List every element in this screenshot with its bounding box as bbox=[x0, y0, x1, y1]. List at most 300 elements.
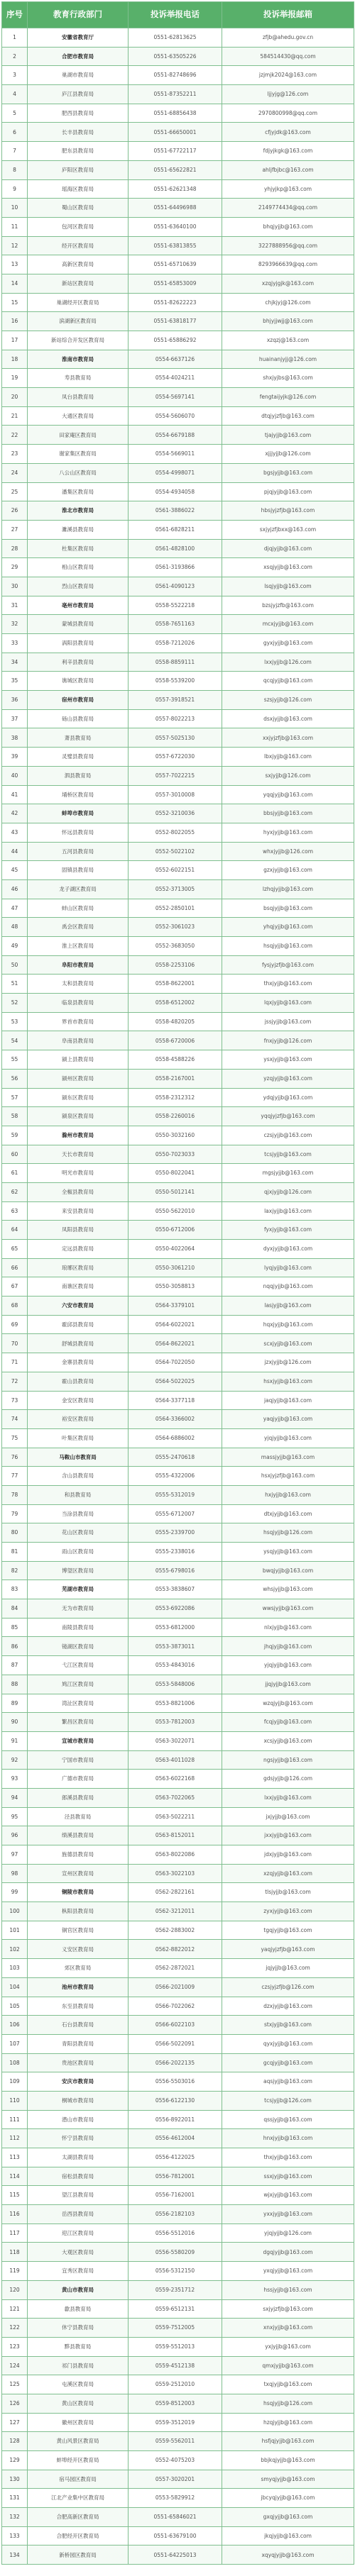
cell-email: hsqjyjjb@163.com bbox=[222, 937, 354, 956]
cell-email: bsqjyjjb@163.com bbox=[222, 899, 354, 918]
cell-department: 凤阳县教育局 bbox=[28, 1221, 129, 1240]
table-row bbox=[2, 1731, 354, 1750]
cell-email: ssxjyjjb@163.com bbox=[222, 2167, 354, 2186]
table-row bbox=[2, 28, 354, 48]
cell-department: 黄山市教育局 bbox=[28, 2280, 129, 2299]
cell-serial-number: 62 bbox=[2, 1182, 28, 1201]
cell-serial-number: 77 bbox=[2, 1467, 28, 1486]
cell-serial-number: 78 bbox=[2, 1485, 28, 1504]
cell-department: 亳州市教育局 bbox=[28, 596, 129, 615]
cell-serial-number: 33 bbox=[2, 634, 28, 653]
table-row bbox=[2, 955, 354, 975]
cell-serial-number: 23 bbox=[2, 445, 28, 464]
cell-department: 泾县教育局 bbox=[28, 1807, 129, 1826]
table-row bbox=[2, 1675, 354, 1694]
cell-serial-number: 50 bbox=[2, 955, 28, 975]
cell-serial-number: 130 bbox=[2, 2470, 28, 2489]
cell-department: 黄山区教育局 bbox=[28, 2394, 129, 2413]
cell-department: 灵璧县教育局 bbox=[28, 748, 129, 767]
cell-phone: 0554-5606070 bbox=[129, 406, 222, 426]
cell-phone: 0557-3010008 bbox=[129, 785, 222, 804]
cell-email: xnxjyjjb@163.com bbox=[222, 2319, 354, 2338]
cell-department: 迎江区教育局 bbox=[28, 2224, 129, 2243]
cell-email: xxjyjzfjb@163.com bbox=[222, 728, 354, 748]
cell-phone: 0558-4588226 bbox=[129, 1050, 222, 1070]
table-row bbox=[2, 634, 354, 653]
cell-department: 黟县教育局 bbox=[28, 2337, 129, 2356]
cell-serial-number: 29 bbox=[2, 558, 28, 577]
cell-email: 584514430@qq.com bbox=[222, 47, 354, 66]
cell-email: chjkjyj@126.com bbox=[222, 293, 354, 312]
cell-email: gyxjyjjb@163.com bbox=[222, 634, 354, 653]
cell-email: hqxjyjjb@163.com bbox=[222, 1315, 354, 1334]
cell-email: jzjmjk2024@163.com bbox=[222, 66, 354, 85]
cell-department: 烈山区教育局 bbox=[28, 577, 129, 596]
table-row bbox=[2, 1428, 354, 1448]
cell-serial-number: 2 bbox=[2, 47, 28, 66]
cell-email: jhqjyjjb@163.com bbox=[222, 1637, 354, 1656]
cell-department: 新站区教育局 bbox=[28, 274, 129, 293]
table-row bbox=[2, 293, 354, 312]
cell-phone: 0563-6022168 bbox=[129, 1770, 222, 1789]
cell-department: 泗县教育局 bbox=[28, 766, 129, 785]
cell-department: 石台县教育局 bbox=[28, 2016, 129, 2035]
cell-email: 8293966639@qq.com bbox=[222, 255, 354, 274]
table-row bbox=[2, 520, 354, 539]
cell-serial-number: 59 bbox=[2, 1126, 28, 1145]
table-row bbox=[2, 123, 354, 142]
cell-email: lsqjyjjb@163.com bbox=[222, 577, 354, 596]
cell-email: bhjyjjwjj@163.com bbox=[222, 312, 354, 331]
cell-department: 大观区教育局 bbox=[28, 2243, 129, 2262]
cell-serial-number: 87 bbox=[2, 1656, 28, 1675]
cell-serial-number: 13 bbox=[2, 255, 28, 274]
cell-serial-number: 121 bbox=[2, 2299, 28, 2319]
header-email: 投诉举报邮箱 bbox=[222, 2, 354, 28]
cell-serial-number: 73 bbox=[2, 1391, 28, 1410]
cell-department: 岳西县教育局 bbox=[28, 2205, 129, 2224]
cell-email: yjqjyjjb@163.com bbox=[222, 1428, 354, 1448]
cell-serial-number: 55 bbox=[2, 1050, 28, 1070]
cell-phone: 0558-5522218 bbox=[129, 596, 222, 615]
cell-email: massjyjjb@163.com bbox=[222, 1448, 354, 1467]
cell-phone: 0559-7512005 bbox=[129, 2319, 222, 2338]
cell-phone: 0557-8022213 bbox=[129, 709, 222, 728]
cell-department: 新站综合开发区教育局 bbox=[28, 331, 129, 350]
cell-serial-number: 48 bbox=[2, 918, 28, 937]
cell-department: 怀远县教育局 bbox=[28, 823, 129, 842]
cell-email: xsqjyjjb@163.com bbox=[222, 558, 354, 577]
table-row bbox=[2, 2110, 354, 2129]
cell-email: hnxjyjjb@163.com bbox=[222, 2129, 354, 2148]
table-row bbox=[2, 2356, 354, 2375]
cell-department: 田家庵区教育局 bbox=[28, 426, 129, 445]
table-row bbox=[2, 2432, 354, 2451]
cell-serial-number: 122 bbox=[2, 2319, 28, 2338]
table-row bbox=[2, 1977, 354, 1997]
cell-email: ahljfbjbc@163.com bbox=[222, 160, 354, 179]
cell-email: sxjyjzfjb@163.com bbox=[222, 2299, 354, 2319]
cell-phone: 0558-2312312 bbox=[129, 1088, 222, 1107]
cell-department: 安庆市教育局 bbox=[28, 2072, 129, 2092]
cell-email: yjqjyjjb@163.com bbox=[222, 1656, 354, 1675]
cell-phone: 0550-3058813 bbox=[129, 1277, 222, 1297]
table-row bbox=[2, 1410, 354, 1429]
cell-department: 繁昌区教育局 bbox=[28, 1713, 129, 1732]
table-header-row bbox=[2, 2, 354, 28]
cell-serial-number: 42 bbox=[2, 804, 28, 823]
cell-email: tcsjyjjb@126.com bbox=[222, 2091, 354, 2110]
cell-phone: 0551-82748696 bbox=[129, 66, 222, 85]
cell-department: 当涂县教育局 bbox=[28, 1504, 129, 1523]
cell-serial-number: 49 bbox=[2, 937, 28, 956]
cell-phone: 0554-4934058 bbox=[129, 482, 222, 501]
table-row bbox=[2, 1637, 354, 1656]
cell-email: fengtaijyjk@126.com bbox=[222, 388, 354, 407]
cell-phone: 0551-66650001 bbox=[129, 123, 222, 142]
cell-phone: 0556-6122130 bbox=[129, 2091, 222, 2110]
cell-department: 叶集区教育局 bbox=[28, 1428, 129, 1448]
cell-department: 望江县教育局 bbox=[28, 2186, 129, 2205]
cell-serial-number: 125 bbox=[2, 2375, 28, 2394]
cell-phone: 0561-3193866 bbox=[129, 558, 222, 577]
cell-serial-number: 7 bbox=[2, 142, 28, 161]
cell-email: dzxjyjjb@163.com bbox=[222, 1997, 354, 2016]
cell-serial-number: 24 bbox=[2, 463, 28, 482]
cell-email: gdsjyjjb@126.com bbox=[222, 1770, 354, 1789]
table-row bbox=[2, 2262, 354, 2281]
table-row bbox=[2, 1883, 354, 1902]
table-row bbox=[2, 879, 354, 899]
cell-email: yzqjyjjb@163.com bbox=[222, 1069, 354, 1088]
cell-serial-number: 70 bbox=[2, 1334, 28, 1353]
cell-serial-number: 63 bbox=[2, 1201, 28, 1221]
cell-department: 谢家集区教育局 bbox=[28, 445, 129, 464]
cell-email: dtqjyjzfjb@163.com bbox=[222, 406, 354, 426]
cell-phone: 0566-2022135 bbox=[129, 2053, 222, 2072]
table-row bbox=[2, 2072, 354, 2092]
cell-department: 寿县教育局 bbox=[28, 369, 129, 388]
cell-phone: 0562-2872021 bbox=[129, 1959, 222, 1978]
cell-email: gcqjyjjb@163.com bbox=[222, 2053, 354, 2072]
cell-department: 利辛县教育局 bbox=[28, 653, 129, 672]
cell-department: 蚌埠市教育局 bbox=[28, 804, 129, 823]
cell-department: 宿州市教育局 bbox=[28, 691, 129, 710]
cell-phone: 0553-5848006 bbox=[129, 1675, 222, 1694]
table-row bbox=[2, 1012, 354, 1031]
cell-phone: 0559-2351712 bbox=[129, 2280, 222, 2299]
table-row bbox=[2, 1107, 354, 1126]
cell-email: ysxjyjjb@163.com bbox=[222, 1050, 354, 1070]
cell-department: 和县教育局 bbox=[28, 1485, 129, 1504]
table-row bbox=[2, 2280, 354, 2299]
cell-serial-number: 107 bbox=[2, 2034, 28, 2053]
cell-department: 弋江区教育局 bbox=[28, 1656, 129, 1675]
cell-department: 巢湖经开区教育局 bbox=[28, 293, 129, 312]
table-row bbox=[2, 748, 354, 767]
cell-serial-number: 6 bbox=[2, 123, 28, 142]
cell-email: qjxjyjjb@126.com bbox=[222, 1182, 354, 1201]
cell-serial-number: 95 bbox=[2, 1807, 28, 1826]
cell-phone: 0559-2512010 bbox=[129, 2375, 222, 2394]
cell-phone: 0557-3918521 bbox=[129, 691, 222, 710]
cell-serial-number: 110 bbox=[2, 2091, 28, 2110]
cell-email: yxqjyjjb@163.com bbox=[222, 2262, 354, 2281]
cell-email: hsqjyjjb@126.com bbox=[222, 2394, 354, 2413]
cell-email: lasjyjjb@163.com bbox=[222, 1297, 354, 1316]
cell-email: dsxjyjjb@163.com bbox=[222, 709, 354, 728]
cell-email: stxjyjjb@163.com bbox=[222, 2016, 354, 2035]
cell-serial-number: 38 bbox=[2, 728, 28, 748]
cell-phone: 0551-65853009 bbox=[129, 274, 222, 293]
cell-phone: 0561-4090123 bbox=[129, 577, 222, 596]
cell-email: lxxjyjjb@126.com bbox=[222, 653, 354, 672]
cell-serial-number: 35 bbox=[2, 672, 28, 691]
cell-serial-number: 86 bbox=[2, 1637, 28, 1656]
cell-serial-number: 16 bbox=[2, 312, 28, 331]
cell-email: yaqjyjjb@163.com bbox=[222, 1410, 354, 1429]
table-row bbox=[2, 1240, 354, 1259]
cell-department: 郎溪县教育局 bbox=[28, 1788, 129, 1807]
table-row bbox=[2, 937, 354, 956]
cell-phone: 0551-63679100 bbox=[129, 2526, 222, 2546]
cell-phone: 0553-6812000 bbox=[129, 1618, 222, 1637]
cell-phone: 0566-5022091 bbox=[129, 2034, 222, 2053]
cell-department: 太湖县教育局 bbox=[28, 2148, 129, 2167]
cell-department: 合肥高新区教育局 bbox=[28, 2508, 129, 2527]
cell-department: 全椒县教育局 bbox=[28, 1182, 129, 1201]
table-row bbox=[2, 1788, 354, 1807]
table-row bbox=[2, 2016, 354, 2035]
cell-serial-number: 124 bbox=[2, 2356, 28, 2375]
cell-department: 蜀山区教育局 bbox=[28, 199, 129, 218]
cell-email: xjjjyjjb@126.com bbox=[222, 445, 354, 464]
cell-phone: 0556-5503016 bbox=[129, 2072, 222, 2092]
cell-email: nlxjyjjb@163.com bbox=[222, 1618, 354, 1637]
cell-email: nqqjyjjb@163.com bbox=[222, 1277, 354, 1297]
cell-email: aqsjyjjb@163.com bbox=[222, 2072, 354, 2092]
table-row bbox=[2, 709, 354, 728]
cell-serial-number: 17 bbox=[2, 331, 28, 350]
cell-department: 固镇县教育局 bbox=[28, 861, 129, 880]
cell-department: 新桥园区教育局 bbox=[28, 2546, 129, 2565]
table-row bbox=[2, 1297, 354, 1316]
cell-department: 贵池区教育局 bbox=[28, 2053, 129, 2072]
cell-phone: 0561-4828100 bbox=[129, 539, 222, 558]
cell-phone: 0551-63813855 bbox=[129, 236, 222, 255]
cell-email: fdjyjkgk@163.com bbox=[222, 142, 354, 161]
cell-department: 义安区教育局 bbox=[28, 1940, 129, 1959]
table-row bbox=[2, 899, 354, 918]
cell-department: 霍山县教育局 bbox=[28, 1372, 129, 1391]
cell-email: jssjyjjb@163.com bbox=[222, 1012, 354, 1031]
cell-department: 合肥市教育局 bbox=[28, 47, 129, 66]
cell-email: dgqjyjjb@163.com bbox=[222, 2243, 354, 2262]
table-row bbox=[2, 1050, 354, 1070]
table-row bbox=[2, 558, 354, 577]
table-row bbox=[2, 1504, 354, 1523]
cell-serial-number: 14 bbox=[2, 274, 28, 293]
table-row bbox=[2, 823, 354, 842]
cell-email: ydqjyjjb@163.com bbox=[222, 1088, 354, 1107]
cell-department: 宣州区教育局 bbox=[28, 1864, 129, 1883]
cell-department: 蒙城县教育局 bbox=[28, 615, 129, 634]
cell-email: cfjyjdk@163.com bbox=[222, 123, 354, 142]
cell-department: 湾沚区教育局 bbox=[28, 1694, 129, 1713]
cell-serial-number: 21 bbox=[2, 406, 28, 426]
cell-serial-number: 129 bbox=[2, 2451, 28, 2470]
cell-department: 宿松县教育局 bbox=[28, 2167, 129, 2186]
table-row bbox=[2, 1543, 354, 1562]
cell-serial-number: 81 bbox=[2, 1543, 28, 1562]
cell-phone: 0563-7022065 bbox=[129, 1788, 222, 1807]
cell-phone: 0564-3366002 bbox=[129, 1410, 222, 1429]
table-row bbox=[2, 672, 354, 691]
table-row bbox=[2, 2394, 354, 2413]
cell-department: 桐城市教育局 bbox=[28, 2091, 129, 2110]
table-row bbox=[2, 2148, 354, 2167]
cell-phone: 0551-63818177 bbox=[129, 312, 222, 331]
cell-department: 宣城市教育局 bbox=[28, 1731, 129, 1750]
table-row bbox=[2, 1145, 354, 1164]
cell-email: xzqjyjjb@163.com bbox=[222, 1864, 354, 1883]
cell-serial-number: 69 bbox=[2, 1315, 28, 1334]
table-row bbox=[2, 2508, 354, 2527]
cell-phone: 0562-2822161 bbox=[129, 1883, 222, 1902]
cell-serial-number: 123 bbox=[2, 2337, 28, 2356]
cell-serial-number: 25 bbox=[2, 482, 28, 501]
cell-email: 3227888956@qq.com bbox=[222, 236, 354, 255]
table-row bbox=[2, 994, 354, 1013]
cell-phone: 0566-2021009 bbox=[129, 1977, 222, 1997]
cell-department: 琅琊区教育局 bbox=[28, 1258, 129, 1277]
cell-department: 谯城区教育局 bbox=[28, 672, 129, 691]
cell-serial-number: 113 bbox=[2, 2148, 28, 2167]
table-row bbox=[2, 350, 354, 369]
cell-phone: 0563-5022211 bbox=[129, 1807, 222, 1826]
cell-email: pjqjyjjb@163.com bbox=[222, 482, 354, 501]
cell-serial-number: 74 bbox=[2, 1410, 28, 1429]
cell-department: 潜山市教育局 bbox=[28, 2110, 129, 2129]
cell-serial-number: 68 bbox=[2, 1297, 28, 1316]
table-row bbox=[2, 2526, 354, 2546]
cell-phone: 0557-5025130 bbox=[129, 728, 222, 748]
cell-email: fnxjyjjb@126.com bbox=[222, 1031, 354, 1050]
cell-phone: 0555-5312019 bbox=[129, 1485, 222, 1504]
cell-email: wjxjyjjb@163.com bbox=[222, 2186, 354, 2205]
cell-serial-number: 32 bbox=[2, 615, 28, 634]
table-row bbox=[2, 217, 354, 236]
cell-serial-number: 12 bbox=[2, 236, 28, 255]
cell-phone: 0550-4022064 bbox=[129, 1240, 222, 1259]
header-department: 教育行政部门 bbox=[28, 2, 129, 28]
cell-email: wwsjyjjb@163.com bbox=[222, 1599, 354, 1619]
cell-email: ngsjyjjb@163.com bbox=[222, 1750, 354, 1770]
cell-department: 池州市教育局 bbox=[28, 1977, 129, 1997]
cell-email: czsjyjzfjb@126.com bbox=[222, 1977, 354, 1997]
cell-department: 杜集区教育局 bbox=[28, 539, 129, 558]
cell-serial-number: 127 bbox=[2, 2413, 28, 2432]
cell-phone: 0557-3020201 bbox=[129, 2470, 222, 2489]
table-row bbox=[2, 2489, 354, 2508]
cell-serial-number: 83 bbox=[2, 1580, 28, 1599]
cell-email: hbsjyjzfjb@163.com bbox=[222, 501, 354, 521]
cell-serial-number: 115 bbox=[2, 2186, 28, 2205]
table-row bbox=[2, 1902, 354, 1921]
cell-department: 高新区教育局 bbox=[28, 255, 129, 274]
cell-serial-number: 61 bbox=[2, 1164, 28, 1183]
cell-serial-number: 65 bbox=[2, 1240, 28, 1259]
cell-serial-number: 128 bbox=[2, 2432, 28, 2451]
cell-department: 合肥经开区教育局 bbox=[28, 2526, 129, 2546]
cell-department: 潘集区教育局 bbox=[28, 482, 129, 501]
cell-email: bbsjyjjb@163.com bbox=[222, 804, 354, 823]
cell-email: 2970800998@qq.com bbox=[222, 104, 354, 123]
cell-phone: 0552-2850101 bbox=[129, 899, 222, 918]
cell-email: hxjyjjb@163.com bbox=[222, 1485, 354, 1504]
cell-email: jxjyjjb@163.com bbox=[222, 1807, 354, 1826]
cell-phone: 0556-7162001 bbox=[129, 2186, 222, 2205]
cell-serial-number: 41 bbox=[2, 785, 28, 804]
table-row bbox=[2, 160, 354, 179]
cell-email: yhqjyjjb@163.com bbox=[222, 918, 354, 937]
cell-email: xzqjyjgjk@163.com bbox=[222, 274, 354, 293]
cell-serial-number: 28 bbox=[2, 539, 28, 558]
cell-department: 定远县教育局 bbox=[28, 1240, 129, 1259]
cell-department: 巢湖市教育局 bbox=[28, 66, 129, 85]
cell-serial-number: 40 bbox=[2, 766, 28, 785]
cell-email: jaqjyjjb@163.com bbox=[222, 1391, 354, 1410]
cell-email: tcsjyjjb@163.com bbox=[222, 1145, 354, 1164]
table-row bbox=[2, 2224, 354, 2243]
table-row bbox=[2, 2091, 354, 2110]
cell-phone: 0550-3061210 bbox=[129, 1258, 222, 1277]
table-row bbox=[2, 1334, 354, 1353]
cell-serial-number: 31 bbox=[2, 596, 28, 615]
cell-email: yxxjyjjb@163.com bbox=[222, 2205, 354, 2224]
cell-email: bhqjyjjb@163.com bbox=[222, 217, 354, 236]
cell-email: yaqjyjzfjb@163.com bbox=[222, 1940, 354, 1959]
cell-phone: 0563-8022086 bbox=[129, 1845, 222, 1865]
cell-department: 蚌埠经开区教育局 bbox=[28, 2451, 129, 2470]
table-row bbox=[2, 2205, 354, 2224]
cell-phone: 0564-6886002 bbox=[129, 1428, 222, 1448]
cell-email: yhjyjkp@163.com bbox=[222, 179, 354, 199]
cell-serial-number: 104 bbox=[2, 1977, 28, 1997]
cell-email: xzqzj@163.com bbox=[222, 331, 354, 350]
cell-email: bwqjyjjb@163.com bbox=[222, 1561, 354, 1580]
table-row bbox=[2, 2034, 354, 2053]
cell-serial-number: 53 bbox=[2, 1012, 28, 1031]
cell-serial-number: 96 bbox=[2, 1826, 28, 1845]
table-row bbox=[2, 2413, 354, 2432]
cell-phone: 0552-6022151 bbox=[129, 861, 222, 880]
table-row bbox=[2, 2053, 354, 2072]
table-row bbox=[2, 1599, 354, 1619]
cell-department: 经开区教育局 bbox=[28, 236, 129, 255]
cell-serial-number: 51 bbox=[2, 975, 28, 994]
table-row bbox=[2, 1353, 354, 1372]
cell-email: laxjyjjb@163.com bbox=[222, 1201, 354, 1221]
table-row bbox=[2, 1713, 354, 1732]
cell-email: jzxjyjjb@126.com bbox=[222, 1353, 354, 1372]
cell-email: hzqjyjjb@163.com bbox=[222, 2413, 354, 2432]
cell-serial-number: 36 bbox=[2, 691, 28, 710]
cell-phone: 0555-6798016 bbox=[129, 1561, 222, 1580]
cell-email: zfjb@ahedu.gov.cn bbox=[222, 28, 354, 48]
cell-department: 涡阳县教育局 bbox=[28, 634, 129, 653]
cell-serial-number: 52 bbox=[2, 994, 28, 1013]
